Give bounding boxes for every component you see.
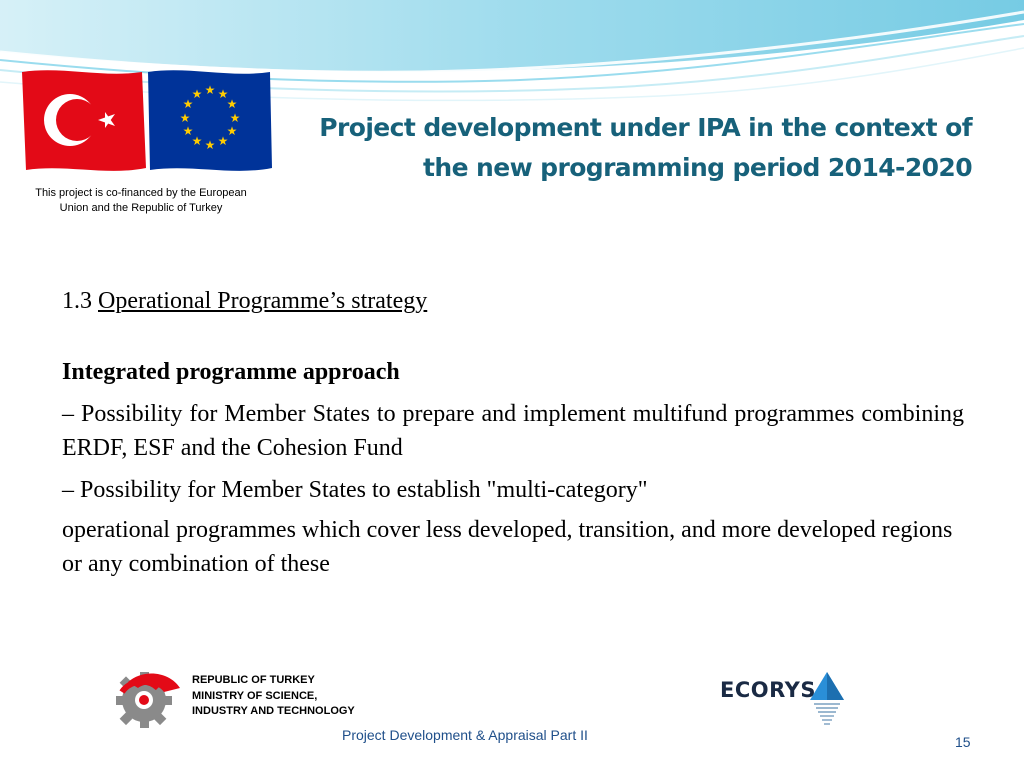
eu-flag-icon — [148, 70, 272, 171]
ministry-line: INDUSTRY AND TECHNOLOGY — [192, 705, 355, 717]
slide-title — [272, 108, 972, 188]
subheading: Integrated programme approach — [62, 359, 400, 385]
svg-text:★: ★ — [204, 83, 216, 97]
cofinance-note — [10, 186, 272, 216]
svg-text:★: ★ — [179, 111, 191, 125]
ministry-gear-logo — [108, 666, 188, 730]
bullet-paragraph: – Possibility for Member States to establish "multi-category" — [62, 477, 648, 503]
ecorys-wordmark: ECORYS — [720, 678, 816, 702]
svg-text:★: ★ — [182, 124, 194, 138]
flags-logo — [22, 68, 272, 176]
section-heading — [62, 288, 964, 315]
body-paragraph: operational programmes which cover less developed, transition, and more developed regions or any combination of these — [62, 517, 953, 577]
svg-text:★: ★ — [217, 134, 229, 148]
turkey-flag-icon — [22, 70, 146, 171]
ministry-line: MINISTRY OF SCIENCE, — [192, 689, 318, 702]
svg-text:★: ★ — [191, 87, 203, 101]
cofinance-line: Union and the Republic of Turkey — [59, 202, 223, 214]
svg-text:★: ★ — [229, 111, 241, 125]
svg-text:★: ★ — [226, 124, 238, 138]
ministry-name — [192, 673, 355, 720]
ministry-line: REPUBLIC OF TURKEY — [192, 674, 315, 686]
svg-text:★: ★ — [191, 134, 203, 148]
ecorys-logo-icon — [808, 670, 846, 730]
slide-title-line: the new programming period 2014-2020 — [423, 153, 972, 182]
svg-text:★: ★ — [204, 138, 216, 152]
footer-caption: Project Development & Appraisal Part II — [342, 727, 588, 743]
page-number: 15 — [955, 734, 971, 750]
slide-title-line: Project development under IPA in the context of — [319, 113, 972, 142]
section-number: 1.3 — [62, 288, 92, 314]
slide-content — [62, 288, 964, 589]
bullet-paragraph: – Possibility for Member States to prepare and implement multifund programmes combining ERDF, ESF and the Cohesion Fund — [62, 401, 964, 461]
cofinance-line: This project is co-financed by the European — [35, 187, 247, 199]
svg-text:★: ★ — [182, 97, 194, 111]
svg-text:★: ★ — [226, 97, 238, 111]
section-title: Operational Programme’s strategy — [98, 288, 428, 314]
svg-text:★: ★ — [217, 87, 229, 101]
